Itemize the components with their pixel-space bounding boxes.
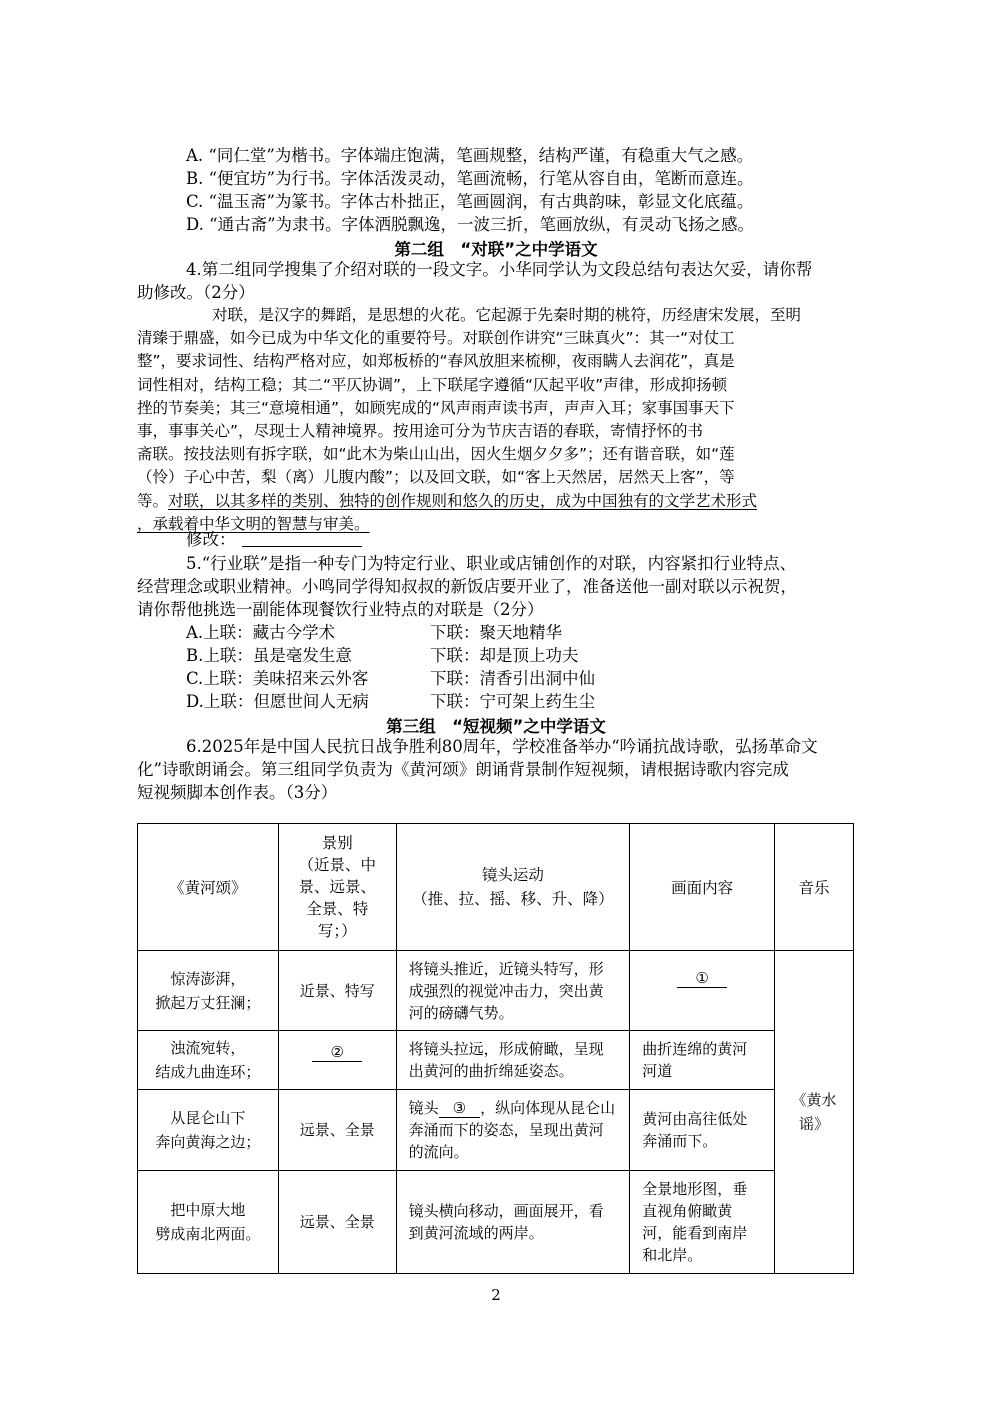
poem-cell bbox=[138, 1170, 279, 1273]
page-number: 2 bbox=[491, 1286, 501, 1304]
header-move bbox=[396, 824, 630, 951]
shot-cell[interactable] bbox=[278, 1031, 396, 1089]
q3-option-d: D. “通古斋”为隶书。字体洒脱飘逸，一波三折，笔画放纵，有灵动飞扬之感。 bbox=[186, 215, 755, 234]
option-upper: B.上联：虽是毫发生意 bbox=[186, 646, 352, 665]
q6-prompt-line3: 短视频脚本创作表。（3分） bbox=[137, 783, 338, 802]
option-lower: 下联：宁可架上药生尘 bbox=[430, 692, 595, 711]
music-cell: 《黄水谣》 bbox=[775, 951, 854, 1274]
option-lower: 下联：却是顶上功夫 bbox=[430, 646, 579, 665]
header-scene: 画面内容 bbox=[630, 824, 775, 951]
header-shot bbox=[278, 824, 396, 951]
q5-prompt-line1: 5.“行业联”是指一种专门为特定行业、职业或店铺创作的对联，内容紧扣行业特点、 bbox=[186, 554, 797, 573]
passage-line: （怜）子心中苦，梨（离）儿腹内酸”；以及回文联，如“客上天然居，居然天上客”，等 bbox=[137, 468, 735, 487]
q5-option-c[interactable] bbox=[186, 667, 646, 690]
answer-blank-2[interactable]: ② bbox=[312, 1043, 361, 1062]
header-music: 音乐 bbox=[775, 824, 854, 951]
move-cell: 镜头横向移动，画面展开，看到黄河流域的两岸。 bbox=[396, 1170, 630, 1273]
passage-line: 事，事事关心”，尽现士人精神境界。按用途可分为节庆吉语的春联，寄情抒怀的书 bbox=[137, 422, 704, 441]
shot-cell: 远景、全景 bbox=[278, 1170, 396, 1273]
scene-cell: 全景地形图，垂直视角俯瞰黄河，能看到南岸和北岸。 bbox=[630, 1170, 775, 1273]
revise-label: 修改： bbox=[186, 530, 236, 549]
q4-prompt-line1: 4.第二组同学搜集了介绍对联的一段文字。小华同学认为文段总结句表达欠妥，请你帮 bbox=[186, 260, 813, 279]
q5-prompt-line2: 经营理念或职业精神。小鸣同学得知叔叔的新饭店要开业了，准备送他一副对联以示祝贺， bbox=[137, 577, 797, 596]
header-move-title: 镜头运动 bbox=[481, 866, 544, 885]
q4-prompt-line2: 助修改。（2分） bbox=[137, 283, 255, 302]
q3-option-b: B. “便宜坊”为行书。字体活泼灵动，笔画流畅，行笔从容自由，笔断而意连。 bbox=[186, 169, 754, 188]
q3-option-c: C. “温玉斋”为篆书。字体古朴拙正，笔画圆润，有古典韵味，彰显文化底蕴。 bbox=[186, 192, 754, 211]
q4-revise-row bbox=[186, 528, 362, 551]
passage-summary-prefix: 等。 bbox=[137, 491, 169, 510]
table-header-row bbox=[138, 824, 854, 951]
couplet-passage bbox=[137, 304, 846, 536]
poem-line: 劈成南北两面。 bbox=[155, 1224, 261, 1243]
option-upper: A.上联：藏古今学术 bbox=[186, 623, 336, 642]
passage-line: 词性相对，结构工稳；其二“平仄协调”，上下联尾字遵循“仄起平收”声律，形成抑扬顿 bbox=[137, 375, 728, 394]
option-upper: C.上联：美味招来云外客 bbox=[186, 669, 369, 688]
scene-cell[interactable] bbox=[630, 951, 775, 1031]
shot-cell: 远景、全景 bbox=[278, 1089, 396, 1170]
move-text: ，纵向体现从昆仑山奔涌而下的姿态，呈现出黄河的流向。 bbox=[408, 1098, 616, 1161]
table-row bbox=[138, 1170, 854, 1273]
poem-line: 惊涛澎湃， bbox=[170, 969, 246, 988]
poem-cell bbox=[138, 1089, 279, 1170]
poem-line: 把中原大地 bbox=[170, 1200, 246, 1219]
q5-option-d[interactable] bbox=[186, 690, 646, 713]
header-shot-note: （近景、中景、远景、全景、特写；） bbox=[298, 856, 376, 941]
passage-line: 整”，要求词性、结构严格对应，如郑板桥的“春风放胆来梳柳，夜雨瞒人去润花”，真是 bbox=[137, 352, 735, 371]
header-poem: 《黄河颂》 bbox=[138, 824, 279, 951]
group2-heading: 第二组 “对联”之中学语文 bbox=[394, 240, 598, 259]
option-lower: 下联：聚天地精华 bbox=[430, 623, 562, 642]
video-script-table bbox=[137, 823, 854, 1274]
shot-cell: 近景、特写 bbox=[278, 951, 396, 1031]
q5-prompt-line3: 请你帮他挑选一副能体现餐饮行业特点的对联是（2分） bbox=[137, 600, 544, 619]
passage-line: 斋联。按技法则有拆字联，如“此木为柴山山出，因火生烟夕夕多”；还有谐音联，如“莲 bbox=[137, 445, 735, 464]
passage-line: 对联，是汉字的舞蹈，是思想的火花。它起源于先秦时期的桃符，历经唐宋发展，至明 bbox=[212, 306, 802, 324]
answer-blank-1[interactable]: ① bbox=[677, 969, 726, 988]
header-shot-title: 景别 bbox=[321, 834, 353, 853]
q5-option-b[interactable] bbox=[186, 644, 646, 667]
poem-cell bbox=[138, 1031, 279, 1089]
move-cell: 将镜头推近，近镜头特写，形成强烈的视觉冲击力，突出黄河的磅礴气势。 bbox=[396, 951, 630, 1031]
scene-cell: 曲折连绵的黄河河道 bbox=[630, 1031, 775, 1089]
q6-prompt-line1: 6.2025年是中国人民抗日战争胜利80周年，学校准备举办“吟诵抗战诗歌，弘扬革命文 bbox=[186, 737, 818, 756]
q6-prompt-line2: 化”诗歌朗诵会。第三组同学负责为《黄河颂》朗诵背景制作短视频，请根据诗歌内容完成 bbox=[137, 760, 789, 779]
move-text: 镜头 bbox=[408, 1098, 439, 1117]
poem-cell bbox=[138, 951, 279, 1031]
answer-blank-3[interactable]: ③ bbox=[439, 1099, 480, 1118]
option-lower: 下联：清香引出洞中仙 bbox=[430, 669, 595, 688]
passage-summary-line bbox=[137, 490, 846, 513]
poem-line: 掀起万丈狂澜； bbox=[155, 993, 261, 1012]
passage-line: 挫的节奏美；其三“意境相通”，如顾宪成的“风声雨声读书声，声声入耳；家事国事天下 bbox=[137, 398, 735, 417]
table-row bbox=[138, 951, 854, 1031]
poem-line: 奔向黄海之边； bbox=[155, 1132, 261, 1151]
header-move-note: （推、拉、摇、移、升、降） bbox=[412, 890, 614, 909]
q3-option-a: A. “同仁堂”为楷书。字体端庄饱满，笔画规整，结构严谨，有稳重大气之感。 bbox=[186, 146, 754, 165]
underlined-summary-part1: 对联，以其多样的类别、独特的创作规则和悠久的历史，成为中国独有的文学艺术形式 bbox=[168, 491, 758, 510]
poem-line: 从昆仑山下 bbox=[170, 1108, 246, 1127]
table-row bbox=[138, 1089, 854, 1170]
poem-line: 结成九曲连环； bbox=[155, 1063, 261, 1082]
poem-line: 浊流宛转， bbox=[170, 1039, 246, 1058]
q5-option-a[interactable] bbox=[186, 621, 646, 644]
passage-line: 清臻于鼎盛，如今已成为中华文化的重要符号。对联创作讲究“三昧真火”：其一“对仗工 bbox=[137, 329, 735, 348]
move-cell bbox=[396, 1089, 630, 1170]
group3-heading: 第三组 “短视频”之中学语文 bbox=[386, 717, 606, 736]
underlined-summary-part2: ，承载着中华文明的智慧与审美。 bbox=[137, 514, 370, 533]
scene-cell: 黄河由高往低处奔涌而下。 bbox=[630, 1089, 775, 1170]
revise-answer-blank[interactable] bbox=[242, 530, 362, 547]
move-cell: 将镜头拉远，形成俯瞰，呈现出黄河的曲折绵延姿态。 bbox=[396, 1031, 630, 1089]
table-row bbox=[138, 1031, 854, 1089]
option-upper: D.上联：但愿世间人无病 bbox=[186, 692, 369, 711]
